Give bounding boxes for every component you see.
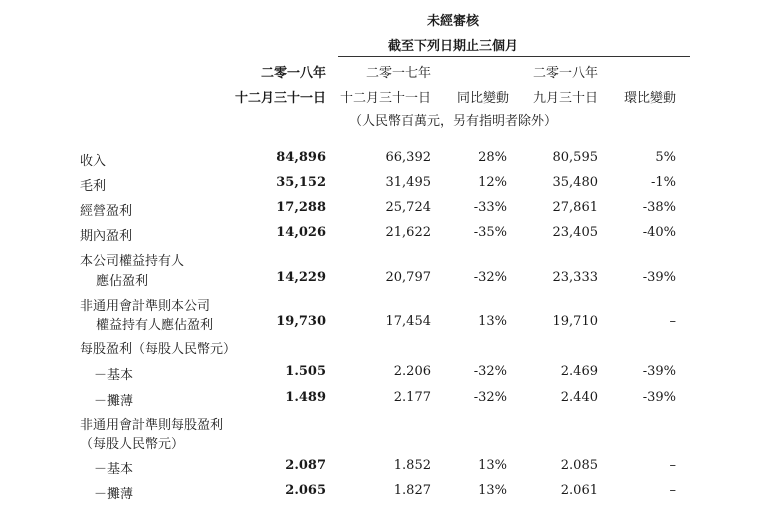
col2-date: 十二月三十一日 — [339, 91, 431, 106]
cell-c2: 1.852 — [393, 458, 431, 473]
cell-c3: 12% — [478, 175, 507, 190]
cell-c4: 23,333 — [552, 270, 598, 285]
unaudited-heading: 未經審核 — [426, 14, 480, 29]
row-label: 經營盈利 — [80, 204, 133, 219]
cell-c5: -1% — [650, 175, 676, 190]
cell-c1: 35,152 — [276, 175, 326, 190]
cell-c3: -33% — [473, 200, 507, 215]
cell-c1: 14,026 — [276, 225, 326, 240]
cell-c4: 2.085 — [560, 458, 598, 473]
cell-c3: 13% — [478, 314, 507, 329]
cell-c2: 25,724 — [385, 200, 431, 215]
cell-c2: 31,495 — [385, 175, 431, 190]
col5-heading: 環比變動 — [623, 91, 676, 106]
cell-c4: 23,405 — [552, 225, 598, 240]
cell-c5: -39% — [642, 364, 676, 379]
col4-year: 二零一八年 — [532, 66, 598, 81]
cell-c5: -38% — [642, 200, 676, 215]
row-label: 收入 — [80, 154, 107, 169]
cell-c5: -40% — [642, 225, 676, 240]
cell-c4: 19,710 — [552, 314, 598, 329]
cell-c2: 2.206 — [393, 364, 431, 379]
cell-c2: 20,797 — [385, 270, 431, 285]
cell-c5: -39% — [642, 270, 676, 285]
cell-c4: 35,480 — [552, 175, 598, 190]
row-label: 期內盈利 — [80, 229, 133, 244]
col1-date: 十二月三十一日 — [234, 91, 326, 106]
cell-c5: – — [669, 483, 676, 498]
row-label: －基本 — [94, 368, 134, 383]
cell-c1: 17,288 — [276, 200, 326, 215]
cell-c3: -35% — [473, 225, 507, 240]
unit-note: （人民幣百萬元，另有指明者除外） — [348, 114, 558, 129]
row-label: －攤薄 — [94, 394, 134, 409]
cell-c3: 28% — [478, 150, 507, 165]
cell-c1: 2.065 — [285, 483, 326, 498]
cell-c1: 1.505 — [285, 364, 326, 379]
row-label: 非通用會計準則本公司 — [80, 299, 211, 314]
cell-c4: 2.469 — [560, 364, 598, 379]
row-label: 毛利 — [80, 179, 107, 194]
row-label: 本公司權益持有人 — [80, 254, 185, 269]
cell-c3: -32% — [473, 390, 507, 405]
row-label: －攤薄 — [94, 487, 134, 502]
cell-c2: 17,454 — [385, 314, 431, 329]
row-label: 非通用會計準則每股盈利 — [80, 418, 224, 433]
col3-heading: 同比變動 — [456, 91, 509, 106]
header-rule — [338, 56, 690, 57]
cell-c5: 5% — [655, 150, 676, 165]
cell-c5: -39% — [642, 390, 676, 405]
cell-c1: 1.489 — [285, 390, 326, 405]
cell-c4: 80,595 — [552, 150, 598, 165]
cell-c2: 21,622 — [385, 225, 431, 240]
cell-c1: 2.087 — [285, 458, 326, 473]
row-label-continued: 應佔盈利 — [96, 274, 149, 289]
cell-c2: 1.827 — [393, 483, 431, 498]
period-heading: 截至下列日期止三個月 — [387, 39, 519, 54]
row-label-continued: （每股人民幣元） — [80, 437, 185, 452]
row-label: －基本 — [94, 462, 134, 477]
cell-c4: 2.440 — [560, 390, 598, 405]
row-label-continued: 權益持有人應佔盈利 — [96, 318, 214, 333]
cell-c5: – — [669, 314, 676, 329]
cell-c4: 27,861 — [552, 200, 598, 215]
cell-c3: 13% — [478, 483, 507, 498]
cell-c1: 19,730 — [276, 314, 326, 329]
cell-c2: 2.177 — [393, 390, 431, 405]
cell-c5: – — [669, 458, 676, 473]
cell-c1: 14,229 — [276, 270, 326, 285]
col2-year: 二零一七年 — [365, 66, 431, 81]
col1-year: 二零一八年 — [260, 66, 326, 81]
cell-c2: 66,392 — [385, 150, 431, 165]
row-label: 每股盈利（每股人民幣元） — [80, 342, 237, 357]
col4-date: 九月三十日 — [532, 91, 598, 106]
cell-c1: 84,896 — [276, 150, 326, 165]
cell-c3: -32% — [473, 270, 507, 285]
cell-c4: 2.061 — [560, 483, 598, 498]
cell-c3: 13% — [478, 458, 507, 473]
cell-c3: -32% — [473, 364, 507, 379]
